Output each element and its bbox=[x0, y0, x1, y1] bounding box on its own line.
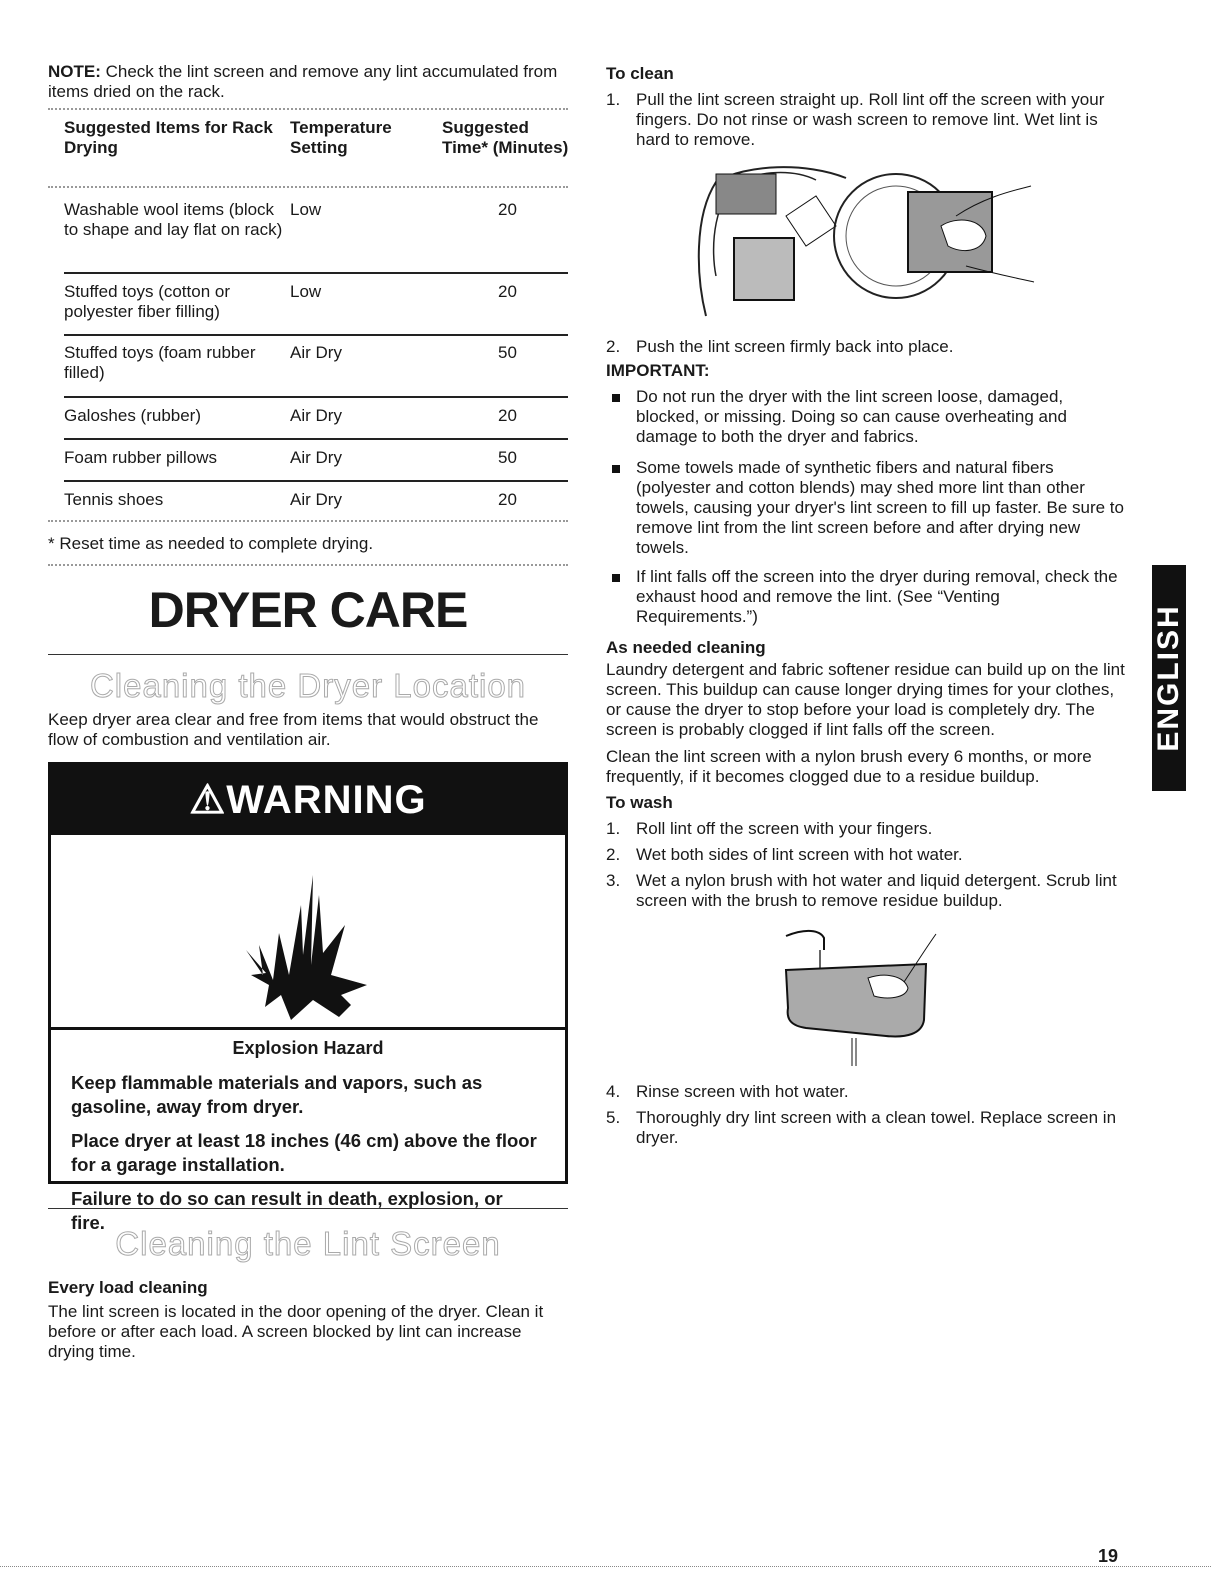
section-title: DRYER CARE bbox=[148, 582, 468, 638]
row-time: 50 bbox=[498, 343, 517, 362]
important-heading: IMPORTANT: bbox=[606, 361, 710, 380]
step-text: Wet both sides of lint screen with hot water. bbox=[636, 845, 963, 864]
hazard-title: Explosion Hazard bbox=[232, 1038, 384, 1058]
warning-line: Keep flammable materials and vapors, such as gasoline, away from dryer. bbox=[71, 1072, 483, 1117]
step-number: 2. bbox=[606, 337, 621, 356]
row-divider bbox=[64, 334, 568, 336]
footnote-divider bbox=[48, 564, 568, 566]
row-item: Washable wool items (block to shape and lay flat on rack) bbox=[64, 200, 283, 239]
row-divider bbox=[64, 480, 568, 482]
row-item: Foam rubber pillows bbox=[64, 448, 218, 467]
language-tab-label: ENGLISH bbox=[1152, 604, 1185, 752]
step-number: 3. bbox=[606, 871, 621, 890]
page-bottom-edge bbox=[0, 1566, 1211, 1567]
row-time: 50 bbox=[498, 448, 517, 467]
page-number: 19 bbox=[1098, 1546, 1119, 1566]
as-needed-heading: As needed cleaning bbox=[606, 638, 766, 657]
row-item: Stuffed toys (foam rubber filled) bbox=[64, 343, 256, 382]
row-time: 20 bbox=[498, 406, 517, 425]
row-temperature: Air Dry bbox=[290, 448, 342, 467]
step-number: 1. bbox=[606, 819, 621, 838]
row-item: Galoshes (rubber) bbox=[64, 406, 202, 425]
note-label: NOTE: bbox=[48, 62, 101, 81]
header-time: Suggested Time* (Minutes) bbox=[442, 118, 569, 157]
row-time: 20 bbox=[498, 490, 517, 509]
warning-line: Failure to do so can result in death, explosion, or fire. bbox=[71, 1188, 503, 1233]
step-number: 5. bbox=[606, 1108, 621, 1127]
row-divider bbox=[64, 396, 568, 398]
warning-line: Place dryer at least 18 inches (46 cm) above the floor for a garage installation. bbox=[71, 1130, 537, 1175]
row-item: Stuffed toys (cotton or polyester fiber filling) bbox=[64, 282, 230, 321]
row-time: 20 bbox=[498, 282, 517, 301]
row-temperature: Air Dry bbox=[290, 406, 342, 425]
rack-note bbox=[48, 62, 568, 102]
section-divider bbox=[48, 654, 568, 655]
step-text: Rinse screen with hot water. bbox=[636, 1082, 849, 1101]
step-text: Push the lint screen firmly back into place. bbox=[636, 337, 954, 356]
as-needed-text: Laundry detergent and fabric softener residue can build up on the lint screen. This buildup can cause longer drying times for your clothes, or cause the dryer to stop before your load is completely dry. The screen is probably clogged if lint falls off the screen. bbox=[606, 660, 1125, 739]
explosion-icon bbox=[51, 835, 565, 1030]
row-temperature: Low bbox=[290, 200, 322, 219]
step-number: 4. bbox=[606, 1082, 621, 1101]
step-text: Thoroughly dry lint screen with a clean towel. Replace screen in dryer. bbox=[636, 1108, 1117, 1147]
important-bullet: Do not run the dryer with the lint screen loose, damaged, blocked, or missing. Doing so can cause overheating and damage to both the dryer and fabrics. bbox=[636, 387, 1067, 446]
lint-removal-illustration bbox=[686, 156, 1046, 322]
to-clean-heading: To clean bbox=[606, 64, 674, 83]
row-temperature: Air Dry bbox=[290, 343, 342, 362]
every-load-text: The lint screen is located in the door opening of the dryer. Clean it before or after each load. A screen blocked by lint can increase drying time. bbox=[48, 1302, 544, 1361]
bullet-icon bbox=[612, 465, 620, 473]
to-wash-heading: To wash bbox=[606, 793, 673, 812]
header-items: Suggested Items for Rack Drying bbox=[64, 118, 273, 157]
step-number: 1. bbox=[606, 90, 621, 109]
important-bullet: If lint falls off the screen into the dryer during removal, check the exhaust hood and remove the lint. (See “Venting Requirements.”) bbox=[636, 567, 1118, 626]
step-text: Roll lint off the screen with your fingers. bbox=[636, 819, 933, 838]
section-divider bbox=[48, 1208, 568, 1209]
table-top-divider bbox=[48, 108, 568, 110]
language-tab bbox=[1152, 565, 1186, 791]
header-temperature: Temperature Setting bbox=[290, 118, 392, 157]
location-title: Cleaning the Dryer Location bbox=[89, 667, 527, 704]
row-temperature: Air Dry bbox=[290, 490, 342, 509]
every-load-heading: Every load cleaning bbox=[48, 1278, 208, 1297]
note-text: Check the lint screen and remove any lint accumulated from items dried on the rack. bbox=[48, 62, 558, 101]
important-bullet: Some towels made of synthetic fibers and natural fibers (polyester and cotton blends) may shed more lint than other towels, causing your dryer's lint screen to fill up faster. Be sure to remove lint from the lint screen before and after drying new towels. bbox=[636, 458, 1124, 557]
table-header-divider bbox=[48, 186, 568, 188]
row-divider bbox=[64, 438, 568, 440]
step-number: 2. bbox=[606, 845, 621, 864]
table-bottom-divider bbox=[48, 520, 568, 522]
as-needed-text-2: Clean the lint screen with a nylon brush every 6 months, or more frequently, if it becomes clogged due to a residue buildup. bbox=[606, 747, 1092, 786]
row-divider bbox=[64, 272, 568, 274]
row-item: Tennis shoes bbox=[64, 490, 164, 509]
row-time: 20 bbox=[498, 200, 517, 219]
row-temperature: Low bbox=[290, 282, 322, 301]
warning-heading: ⚠WARNING bbox=[51, 765, 565, 835]
lint-title: Cleaning the Lint Screen bbox=[115, 1225, 501, 1262]
lint-wash-illustration bbox=[776, 924, 956, 1074]
warning-box bbox=[48, 762, 568, 1233]
location-text: Keep dryer area clear and free from items that would obstruct the flow of combustion and ventilation air. bbox=[48, 710, 539, 749]
table-footnote: * Reset time as needed to complete drying. bbox=[48, 534, 374, 553]
bullet-icon bbox=[612, 394, 620, 402]
bullet-icon bbox=[612, 574, 620, 582]
step-text: Pull the lint screen straight up. Roll lint off the screen with your fingers. Do not rinse or wash screen to remove lint. Wet lint is hard to remove. bbox=[636, 90, 1105, 149]
step-text: Wet a nylon brush with hot water and liquid detergent. Scrub lint screen with the brush to remove residue buildup. bbox=[636, 871, 1117, 910]
